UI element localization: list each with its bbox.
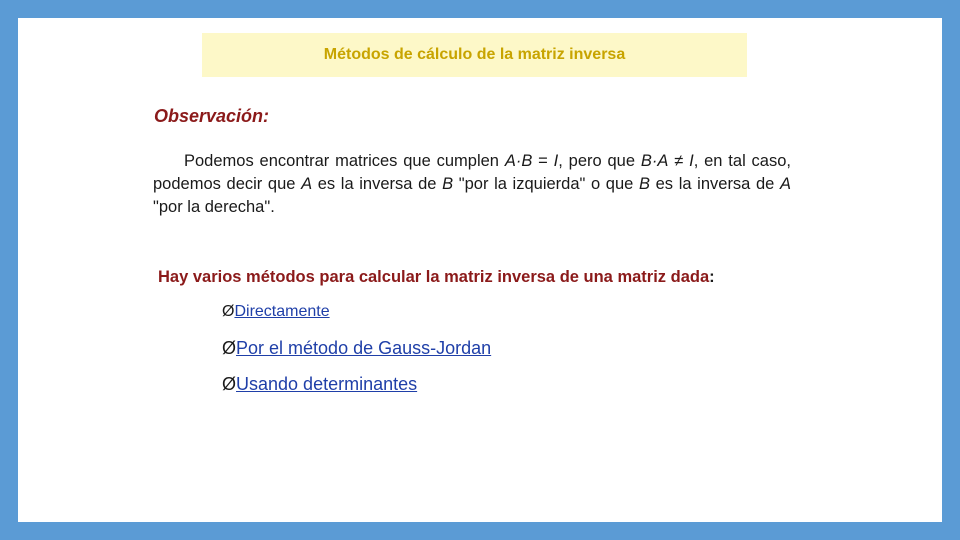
- slide-title: Métodos de cálculo de la matriz inversa: [323, 46, 626, 63]
- method-label[interactable]: Directamente: [234, 303, 330, 320]
- text-run: , en tal caso, podemos decir que: [153, 152, 791, 193]
- arrow-bullet-icon: Ø: [222, 374, 237, 394]
- text-run: , pero que: [558, 152, 641, 170]
- text-run: Podemos encontrar matrices que cumplen: [184, 152, 505, 170]
- methods-heading: [158, 268, 715, 287]
- text-run: "por la izquierda" o que: [453, 175, 639, 193]
- text-run: es la inversa de: [650, 175, 780, 193]
- title-banner: [202, 33, 747, 77]
- methods-heading-text: Hay varios métodos para calcular la matriz inversa de una matriz dada: [158, 268, 710, 286]
- text-run: =: [532, 152, 554, 170]
- method-link-determinantes[interactable]: [222, 374, 417, 395]
- observation-paragraph: [153, 150, 791, 219]
- arrow-bullet-icon: Ø: [222, 303, 235, 320]
- math-BA: B·A: [640, 152, 669, 170]
- method-link-directamente[interactable]: [222, 303, 330, 321]
- math-I: I: [553, 152, 559, 170]
- math-B: B: [442, 175, 454, 193]
- method-label[interactable]: Usando determinantes: [236, 374, 418, 394]
- math-AB: A·B: [504, 152, 533, 170]
- math-A: A: [301, 175, 313, 193]
- text-run: "por la derecha".: [153, 198, 275, 216]
- math-B: B: [638, 175, 650, 193]
- methods-heading-colon: :: [709, 268, 715, 286]
- method-link-gauss-jordan[interactable]: [222, 338, 491, 359]
- not-equal-sign: ≠: [668, 152, 690, 170]
- math-I: I: [689, 152, 694, 170]
- observation-heading: Observación:: [154, 106, 270, 126]
- text-run: es la inversa de: [312, 175, 443, 193]
- arrow-bullet-icon: Ø: [222, 338, 237, 358]
- slide: [18, 18, 942, 522]
- method-label[interactable]: Por el método de Gauss-Jordan: [236, 338, 492, 358]
- math-A: A: [779, 175, 791, 193]
